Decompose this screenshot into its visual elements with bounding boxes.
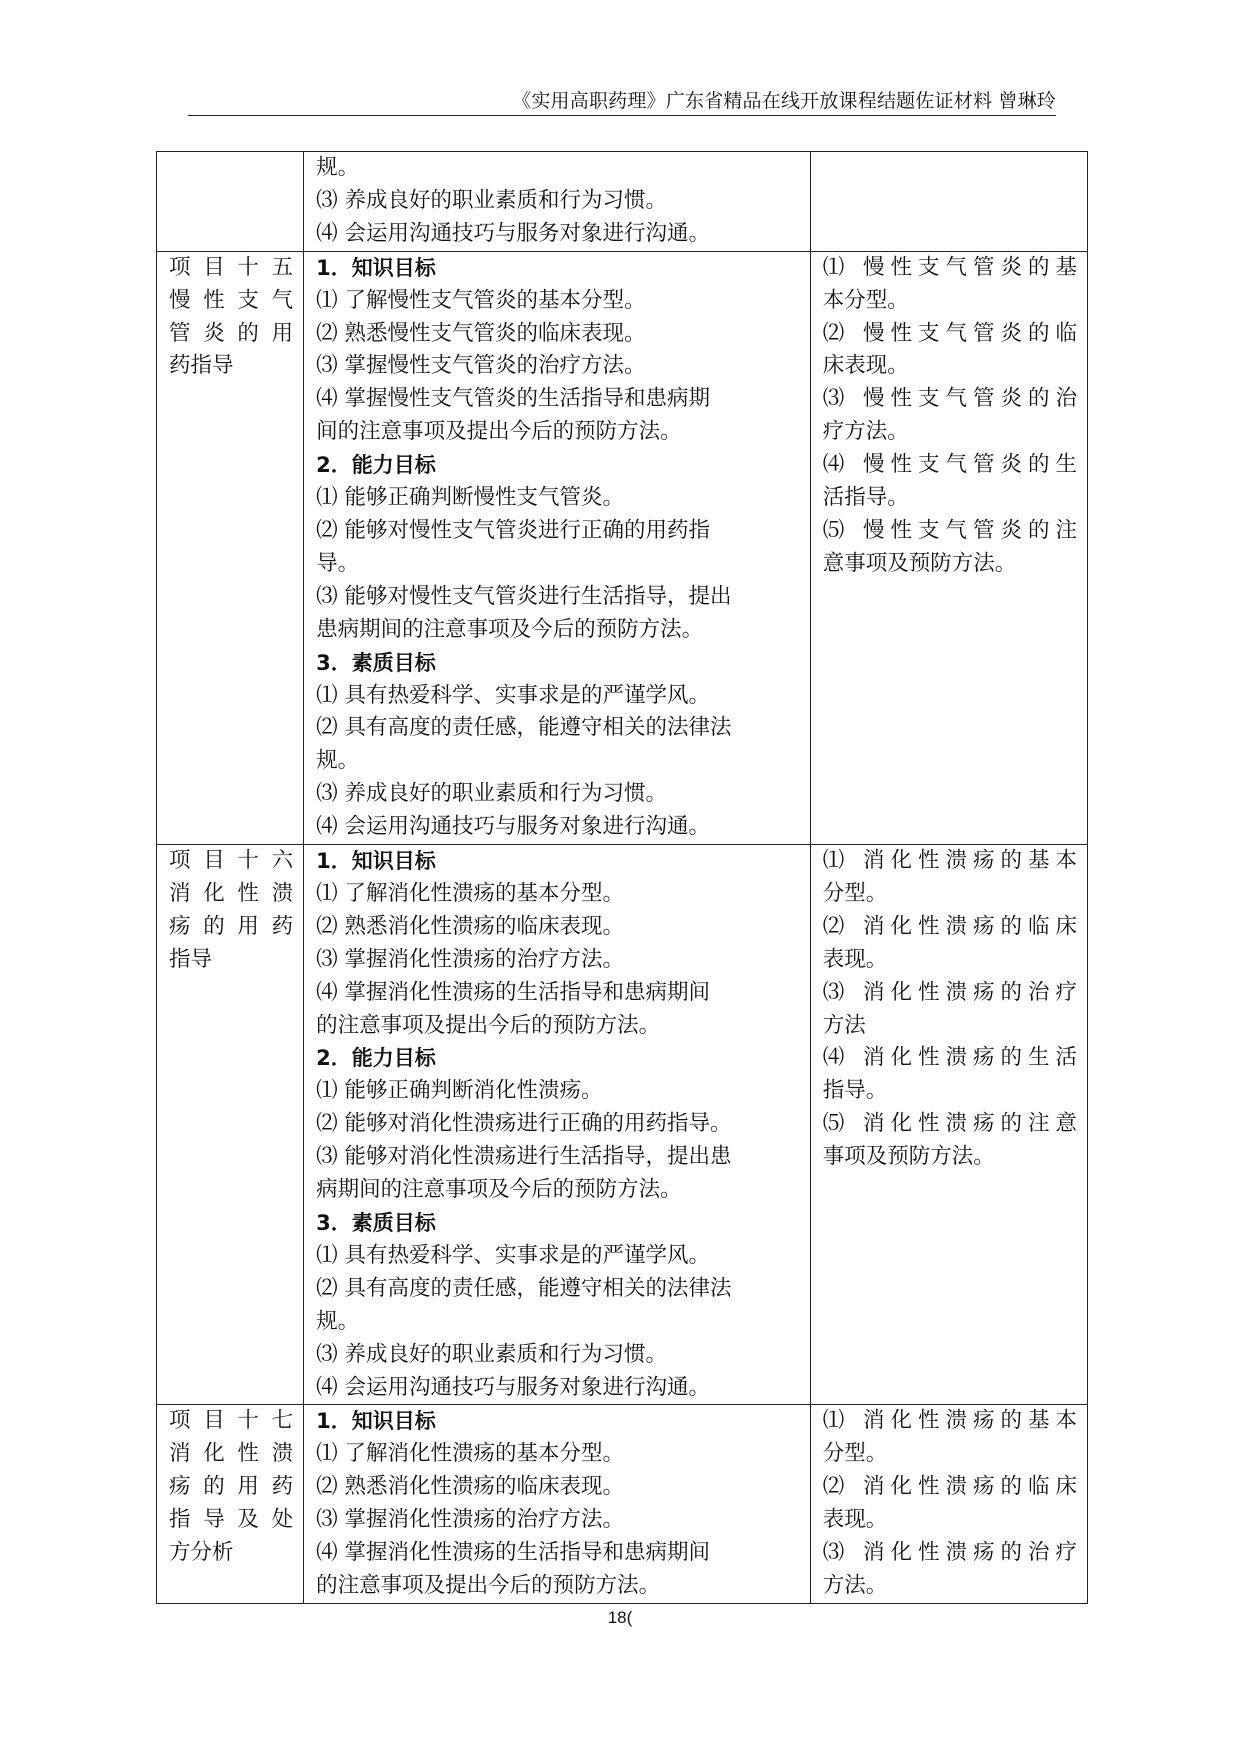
objective-line: ⑷ 会运用沟通技巧与服务对象进行沟通。 xyxy=(316,220,710,246)
project-name-line: 项目十五 xyxy=(169,254,294,280)
table-row xyxy=(157,845,1088,1405)
objective-line: ⑵ 熟悉慢性支气管炎的临床表现。 xyxy=(316,320,646,346)
project-name-cell xyxy=(157,152,304,252)
course-objectives-table xyxy=(156,151,1088,1604)
table-row xyxy=(157,1405,1088,1603)
key-point-line: ⑸ 慢性支气管炎的注 xyxy=(822,517,1077,543)
objective-line: ⑶ 能够对消化性溃疡进行生活指导，提出患 xyxy=(316,1144,732,1170)
objective-line: 患病期间的注意事项及今后的预防方法。 xyxy=(316,616,704,642)
objective-line: ⑶ 掌握消化性溃疡的治疗方法。 xyxy=(316,1507,624,1533)
key-points-cell xyxy=(810,152,1087,252)
page-number: 18( xyxy=(607,1608,633,1627)
key-point-line: ⑵ 消化性溃疡的临床 xyxy=(822,1474,1077,1500)
key-point-line: ⑸ 消化性溃疡的注意 xyxy=(822,1111,1077,1137)
objective-line: ⑷ 掌握慢性支气管炎的生活指导和患病期 xyxy=(316,386,710,412)
objective-line: ⑶ 能够对慢性支气管炎进行生活指导，提出 xyxy=(316,583,732,609)
project-name-line: 方分析 xyxy=(169,1540,234,1566)
objective-line: ⑴ 了解消化性溃疡的基本分型。 xyxy=(316,880,624,906)
project-name-line: 指导 xyxy=(169,946,213,972)
objective-line: ⑴ 具有热爱科学、实事求是的严谨学风。 xyxy=(316,1242,710,1268)
objective-line: ⑵ 熟悉消化性溃疡的临床表现。 xyxy=(316,913,624,939)
key-point-line: 指导。 xyxy=(822,1078,888,1104)
objective-line: 导。 xyxy=(316,550,360,576)
project-name-line: 药指导 xyxy=(169,353,234,379)
objective-line: ⑴ 能够正确判断消化性溃疡。 xyxy=(316,1078,603,1104)
key-point-line: ⑴ 消化性溃疡的基本 xyxy=(822,1408,1077,1434)
objective-line: ⑶ 养成良好的职业素质和行为习惯。 xyxy=(316,1341,667,1367)
key-point-line: 方法。 xyxy=(822,1572,888,1598)
project-name-cell xyxy=(157,1405,304,1603)
objective-line: ⑶ 掌握慢性支气管炎的治疗方法。 xyxy=(316,353,646,379)
key-point-line: ⑶ 消化性溃疡的治疗 xyxy=(822,979,1077,1005)
key-points-cell xyxy=(810,845,1087,1405)
key-point-line: 活指导。 xyxy=(822,485,909,511)
key-point-line: 分型。 xyxy=(822,880,888,906)
project-name-line: 慢性支气 xyxy=(169,287,294,313)
objectives-cell xyxy=(304,1405,811,1603)
objective-heading: 2．能力目标 xyxy=(316,1046,436,1071)
objective-line: ⑷ 会运用沟通技巧与服务对象进行沟通。 xyxy=(316,814,710,840)
objective-line: ⑷ 会运用沟通技巧与服务对象进行沟通。 xyxy=(316,1374,710,1400)
key-point-line: ⑶ 慢性支气管炎的治 xyxy=(822,386,1077,412)
project-name-line: 项目十六 xyxy=(169,848,294,874)
table-row xyxy=(157,152,1088,252)
key-point-line: ⑷ 消化性溃疡的生活 xyxy=(822,1045,1077,1071)
objective-line: ⑴ 了解慢性支气管炎的基本分型。 xyxy=(316,287,646,313)
objective-line: 规。 xyxy=(316,155,360,180)
project-name-line: 消化性溃 xyxy=(169,1441,294,1467)
objective-heading: 3．素质目标 xyxy=(316,1211,436,1235)
page-header: 《实用高职药理》广东省精品在线开放课程结题佐证材料 曾琳玲 xyxy=(512,90,1056,112)
objective-heading: 1．知识目标 xyxy=(316,849,436,874)
objective-line: ⑴ 了解消化性溃疡的基本分型。 xyxy=(316,1441,624,1467)
project-name-line: 指导及处 xyxy=(169,1507,294,1533)
project-name-line: 消化性溃 xyxy=(169,880,294,906)
objective-line: ⑵ 具有高度的责任感，能遵守相关的法律法 xyxy=(316,1275,732,1301)
objective-heading: 3．素质目标 xyxy=(316,650,436,675)
objective-line: ⑷ 掌握消化性溃疡的生活指导和患病期间 xyxy=(316,1540,710,1566)
objective-line: ⑶ 掌握消化性溃疡的治疗方法。 xyxy=(316,946,624,972)
project-name-cell xyxy=(157,251,304,844)
key-point-line: 表现。 xyxy=(822,1507,888,1533)
objective-line: 病期间的注意事项及今后的预防方法。 xyxy=(316,1177,682,1203)
key-points-cell xyxy=(810,1405,1087,1603)
objectives-cell xyxy=(304,845,811,1405)
key-point-line: ⑶ 消化性溃疡的治疗 xyxy=(822,1540,1077,1566)
objectives-cell xyxy=(304,251,811,844)
project-name-cell xyxy=(157,845,304,1405)
key-point-line: 疗方法。 xyxy=(822,419,909,445)
objective-heading: 1．知识目标 xyxy=(316,1409,436,1434)
objective-heading: 1．知识目标 xyxy=(316,255,436,280)
objective-line: ⑴ 能够正确判断慢性支气管炎。 xyxy=(316,485,624,511)
objective-line: ⑵ 能够对慢性支气管炎进行正确的用药指 xyxy=(316,517,710,543)
objective-line: 间的注意事项及提出今后的预防方法。 xyxy=(316,419,682,445)
objective-line: 的注意事项及提出今后的预防方法。 xyxy=(316,1572,661,1598)
project-name-line: 项目十七 xyxy=(169,1408,294,1434)
objective-line: 规。 xyxy=(316,748,360,774)
objective-line: ⑷ 掌握消化性溃疡的生活指导和患病期间 xyxy=(316,979,710,1005)
key-point-line: ⑵ 慢性支气管炎的临 xyxy=(822,320,1077,346)
objective-line: 的注意事项及提出今后的预防方法。 xyxy=(316,1012,661,1038)
key-point-line: ⑷ 慢性支气管炎的生 xyxy=(822,452,1077,478)
key-point-line: 事项及预防方法。 xyxy=(822,1144,995,1170)
objective-line: 规。 xyxy=(316,1308,360,1334)
project-name-line: 疡的用药 xyxy=(169,913,294,939)
objective-line: ⑶ 养成良好的职业素质和行为习惯。 xyxy=(316,781,667,807)
key-point-line: ⑵ 消化性溃疡的临床 xyxy=(822,913,1077,939)
key-point-line: 本分型。 xyxy=(822,287,909,313)
key-point-line: 分型。 xyxy=(822,1441,888,1467)
header-rule xyxy=(188,115,1056,116)
key-point-line: 方法 xyxy=(822,1012,866,1038)
objective-line: ⑵ 具有高度的责任感，能遵守相关的法律法 xyxy=(316,715,732,741)
key-point-line: 意事项及预防方法。 xyxy=(822,550,1017,576)
key-point-line: ⑴ 消化性溃疡的基本 xyxy=(822,848,1077,874)
key-point-line: ⑴ 慢性支气管炎的基 xyxy=(822,254,1077,280)
objective-line: ⑵ 能够对消化性溃疡进行正确的用药指导。 xyxy=(316,1111,732,1137)
objective-heading: 2．能力目标 xyxy=(316,453,436,478)
key-points-cell xyxy=(810,251,1087,844)
objective-line: ⑴ 具有热爱科学、实事求是的严谨学风。 xyxy=(316,682,710,708)
project-name-line: 管炎的用 xyxy=(169,320,294,346)
objective-line: ⑵ 熟悉消化性溃疡的临床表现。 xyxy=(316,1474,624,1500)
key-point-line: 表现。 xyxy=(822,946,888,972)
project-name-line: 疡的用药 xyxy=(169,1474,294,1500)
objectives-cell xyxy=(304,152,811,252)
objective-line: ⑶ 养成良好的职业素质和行为习惯。 xyxy=(316,187,667,213)
key-point-line: 床表现。 xyxy=(822,353,909,379)
table-row xyxy=(157,251,1088,844)
